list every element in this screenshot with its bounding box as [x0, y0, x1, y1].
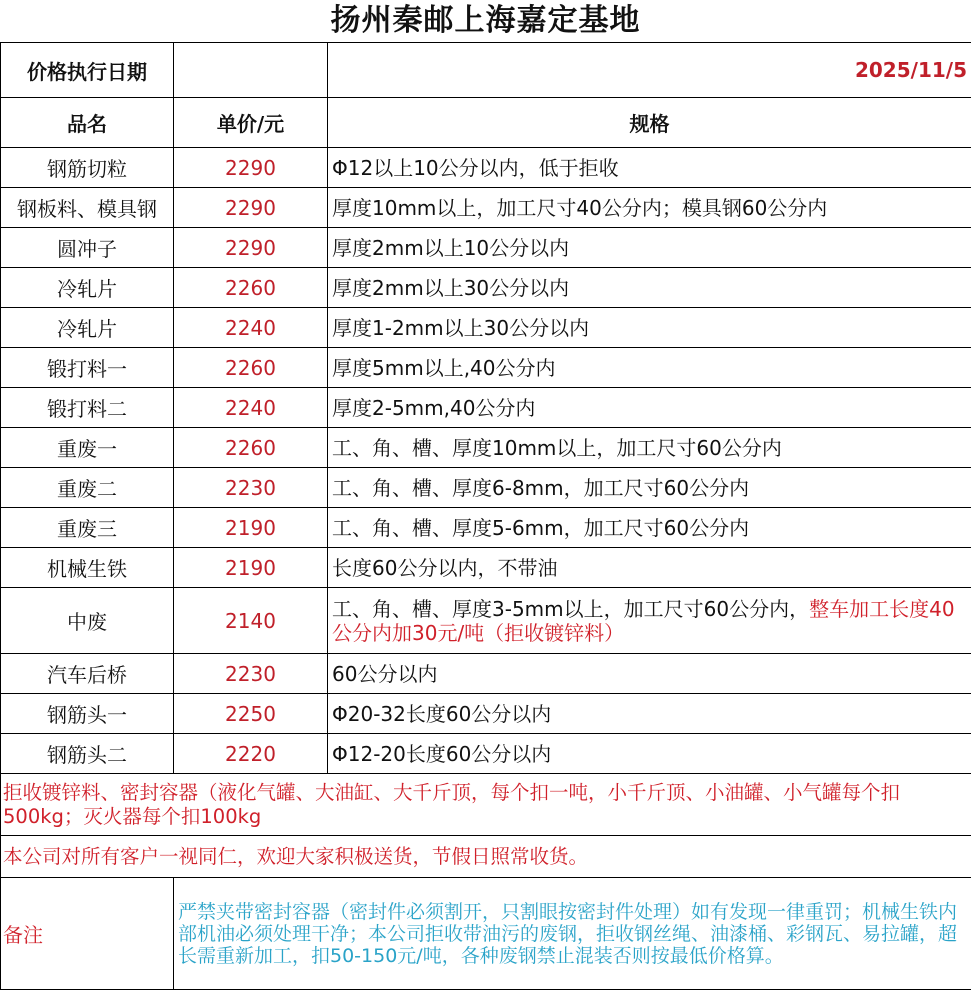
- price-table: [0, 42, 971, 990]
- rejection-note: 拒收镀锌料、密封容器（液化气罐、大油缸、大千斤顶，每个扣一吨，小千斤顶、小油罐、小气罐每个扣500kg；灭火器每个扣100kg: [1, 774, 971, 836]
- item-name: 机械生铁: [1, 548, 174, 588]
- item-name: 冷轧片: [1, 308, 174, 348]
- item-price: 2240: [174, 388, 328, 428]
- item-spec-text: Φ12以上10公分以内，低于拒收: [332, 156, 619, 180]
- table-row: [1, 188, 971, 228]
- item-spec-text: 厚度2mm以上30公分以内: [332, 276, 569, 300]
- item-spec: [328, 508, 971, 548]
- item-spec-text: 工、角、槽、厚度5-6mm，加工尺寸60公分内: [332, 516, 749, 540]
- item-spec: [328, 348, 971, 388]
- item-price: 2250: [174, 694, 328, 734]
- item-price: 2240: [174, 308, 328, 348]
- item-name: 中废: [1, 588, 174, 654]
- item-spec-extra: 整车加工长度40公分内加30元/吨（拒收镀锌料）: [332, 597, 955, 645]
- item-name: 圆冲子: [1, 228, 174, 268]
- item-spec: [328, 428, 971, 468]
- table-row: [1, 654, 971, 694]
- item-name: 冷轧片: [1, 268, 174, 308]
- item-spec: [328, 388, 971, 428]
- item-spec: [328, 654, 971, 694]
- note-row-2: [1, 836, 971, 878]
- item-name: 汽车后桥: [1, 654, 174, 694]
- table-row: [1, 548, 971, 588]
- item-spec: [328, 148, 971, 188]
- date-row: [1, 43, 971, 98]
- item-name: 锻打料一: [1, 348, 174, 388]
- item-price: 2290: [174, 188, 328, 228]
- item-spec: [328, 734, 971, 774]
- table-row: [1, 734, 971, 774]
- item-price: 2140: [174, 588, 328, 654]
- item-spec-text: Φ12-20长度60公分以内: [332, 742, 551, 766]
- item-spec: [328, 268, 971, 308]
- header-row: [1, 98, 971, 148]
- item-spec-text: 厚度2mm以上10公分以内: [332, 236, 569, 260]
- item-price: 2220: [174, 734, 328, 774]
- header-name: 品名: [1, 98, 174, 148]
- item-spec: [328, 694, 971, 734]
- item-price: 2230: [174, 654, 328, 694]
- item-price: 2190: [174, 508, 328, 548]
- item-name: 钢筋头一: [1, 694, 174, 734]
- table-row: [1, 148, 971, 188]
- table-row: [1, 228, 971, 268]
- item-spec-text: 厚度5mm以上,40公分内: [332, 356, 556, 380]
- item-name: 钢板料、模具钢: [1, 188, 174, 228]
- table-row: [1, 694, 971, 734]
- table-row: [1, 268, 971, 308]
- item-spec: [328, 588, 971, 654]
- remark-label: 备注: [1, 878, 174, 990]
- item-spec: [328, 308, 971, 348]
- table-row: [1, 308, 971, 348]
- item-spec-text: Φ20-32长度60公分以内: [332, 702, 551, 726]
- table-row: [1, 388, 971, 428]
- item-name: 重废三: [1, 508, 174, 548]
- item-spec: [328, 468, 971, 508]
- item-spec-text: 工、角、槽、厚度6-8mm，加工尺寸60公分内: [332, 476, 749, 500]
- item-price: 2260: [174, 268, 328, 308]
- item-spec-text: 工、角、槽、厚度10mm以上，加工尺寸60公分内: [332, 436, 782, 460]
- header-price: 单价/元: [174, 98, 328, 148]
- item-name: 重废一: [1, 428, 174, 468]
- item-name: 重废二: [1, 468, 174, 508]
- item-price: 2230: [174, 468, 328, 508]
- item-spec: [328, 548, 971, 588]
- item-spec-text: 厚度10mm以上，加工尺寸40公分内；模具钢60公分内: [332, 196, 827, 220]
- item-spec: [328, 188, 971, 228]
- table-row: [1, 348, 971, 388]
- item-spec-text: 长度60公分以内，不带油: [332, 556, 557, 580]
- item-price: 2190: [174, 548, 328, 588]
- item-price: 2290: [174, 228, 328, 268]
- page-title: 扬州秦邮上海嘉定基地: [0, 0, 971, 42]
- date-label: 价格执行日期: [1, 43, 174, 98]
- item-price: 2260: [174, 428, 328, 468]
- table-row: [1, 508, 971, 548]
- item-spec-text: 工、角、槽、厚度3-5mm以上，加工尺寸60公分内，: [332, 597, 809, 621]
- welcome-note: 本公司对所有客户一视同仁，欢迎大家积极送货，节假日照常收货。: [1, 836, 971, 878]
- item-spec-text: 厚度2-5mm,40公分内: [332, 396, 535, 420]
- item-spec-text: 厚度1-2mm以上30公分以内: [332, 316, 589, 340]
- item-spec: [328, 228, 971, 268]
- date-value: 2025/11/5: [328, 43, 971, 98]
- date-empty-cell: [174, 43, 328, 98]
- table-row: [1, 428, 971, 468]
- table-row: [1, 468, 971, 508]
- item-price: 2290: [174, 148, 328, 188]
- note-row-1: [1, 774, 971, 836]
- item-name: 锻打料二: [1, 388, 174, 428]
- header-spec: 规格: [328, 98, 971, 148]
- item-name: 钢筋切粒: [1, 148, 174, 188]
- item-name: 钢筋头二: [1, 734, 174, 774]
- item-spec-text: 60公分以内: [332, 662, 437, 686]
- table-row: [1, 588, 971, 654]
- remark-text: 严禁夹带密封容器（密封件必须割开，只割眼按密封件处理）如有发现一律重罚；机械生铁内部机油必须处理干净；本公司拒收带油污的废钢，拒收钢丝绳、油漆桶、彩钢瓦、易拉罐，超长需重新加工，扣50-150元/吨，各种废钢禁止混装否则按最低价格算。: [174, 878, 971, 990]
- item-price: 2260: [174, 348, 328, 388]
- remark-row: [1, 878, 971, 990]
